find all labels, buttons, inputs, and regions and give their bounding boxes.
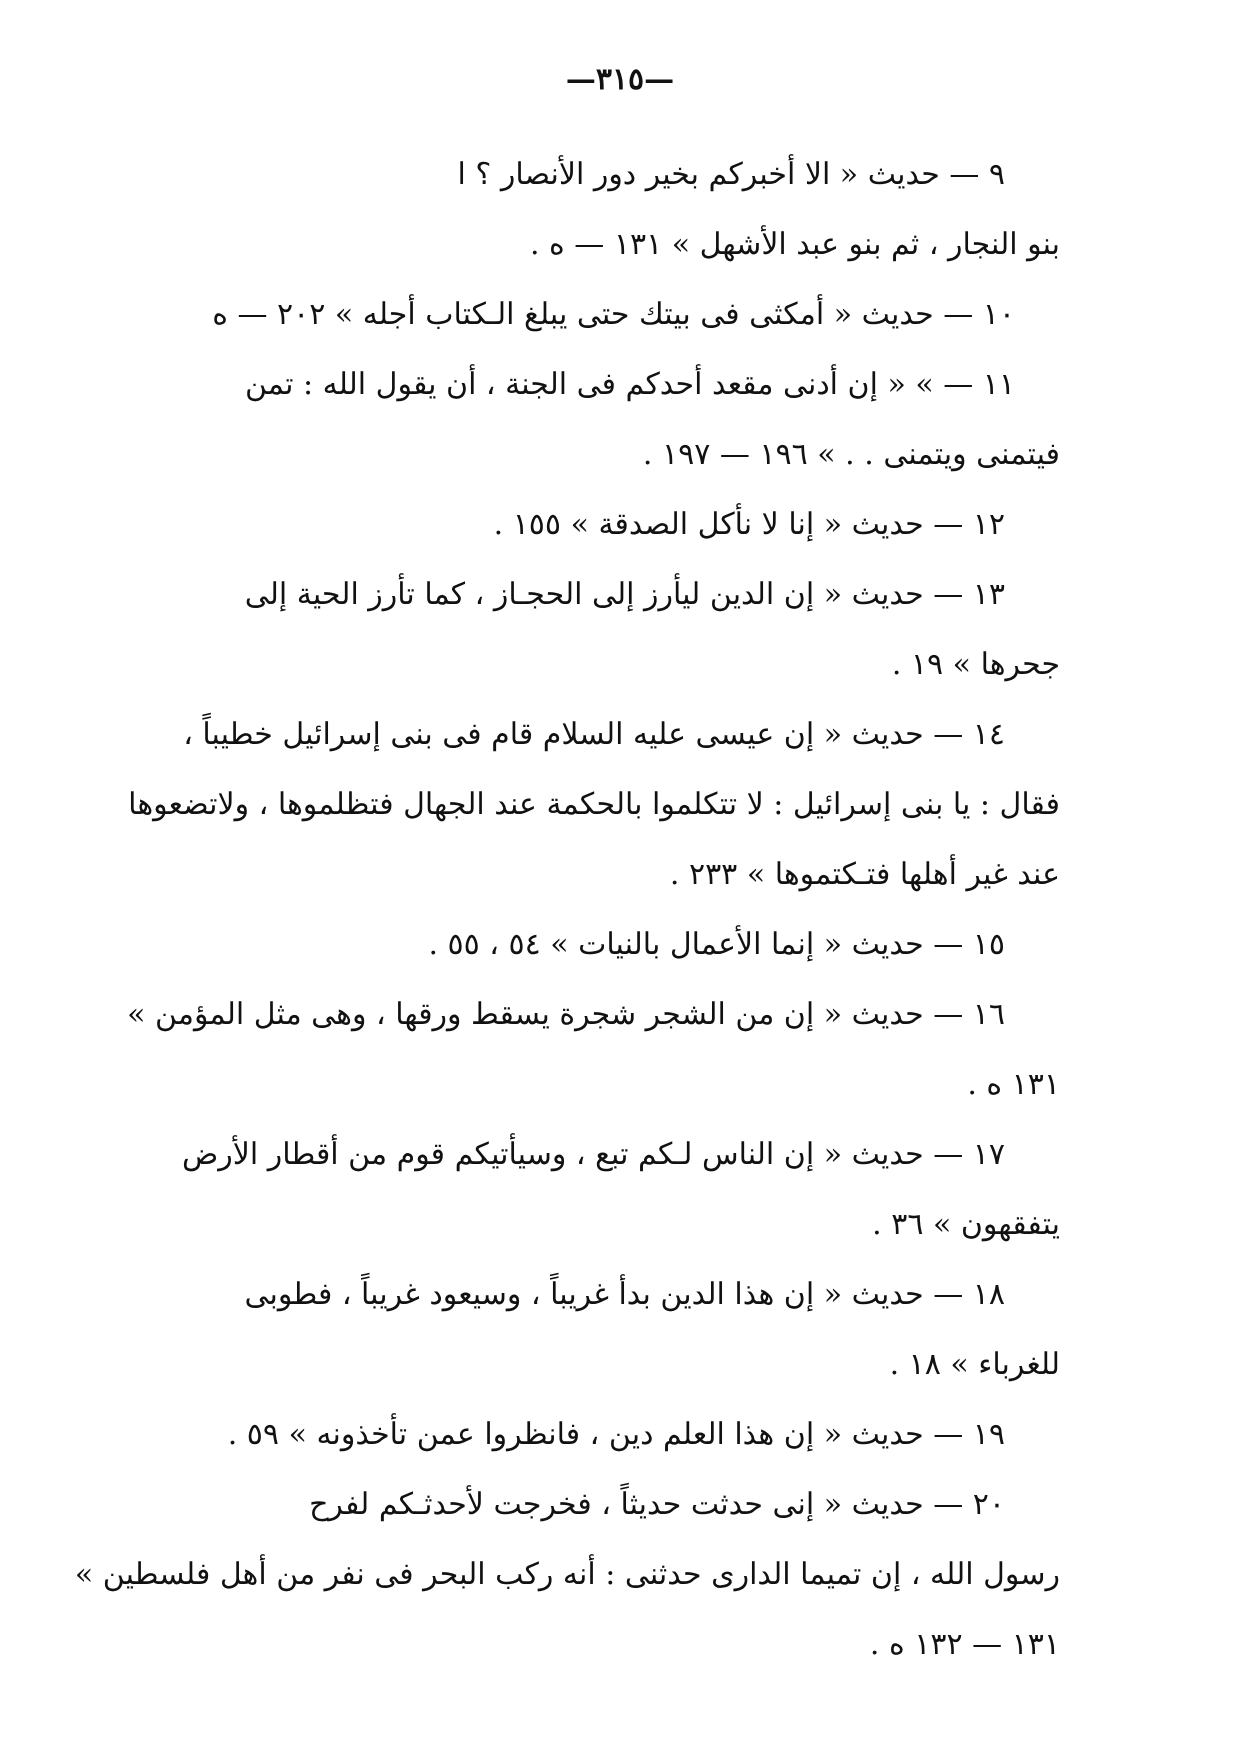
text-line: ١٤ — حديث « إن عيسى عليه السلام قام فى بنى إسرائيل خطيباً ، [183, 717, 1005, 752]
text-line: ١٣١ — ١٣٢ ه . [869, 1627, 1060, 1662]
text-line: عند غير أهلها فتـكتموها » ٢٣٣ . [669, 857, 1060, 892]
text-line: ١٢ — حديث « إنا لا نأكل الصدقة » ١٥٥ . [493, 507, 1005, 542]
text-line: ١٦ — حديث « إن من الشجر شجرة يسقط ورقها ، وهى مثل المؤمن » [127, 997, 1005, 1032]
hadith-index-list [74, 140, 1060, 1680]
text-line: بنو النجار ، ثم بنو عبد الأشهل » ١٣١ — ه . [529, 227, 1060, 262]
text-line: ١٣١ ه . [967, 1067, 1060, 1102]
text-line: فيتمنى ويتمنى . . » ١٩٦ — ١٩٧ . [642, 437, 1060, 472]
page-number: —٣١٥— [565, 62, 675, 97]
text-line: للغرباء » ١٨ . [889, 1347, 1060, 1382]
text-line: ١٨ — حديث « إن هذا الدين بدأ غريباً ، وسيعود غريباً ، فطوبى [244, 1277, 1005, 1312]
text-line: جحرها » ١٩ . [891, 647, 1060, 682]
text-line: ١٣ — حديث « إن الدين ليأرز إلى الحجـاز ، كما تأرز الحية إلى [244, 577, 1005, 612]
text-line: ١٧ — حديث « إن الناس لـكم تبع ، وسيأتيكم قوم من أقطار الأرض [181, 1137, 1005, 1172]
text-line: ١٠ — حديث « أمكثى فى بيتك حتى يبلغ الـكتاب أجله » ٢٠٢ — ه [212, 297, 1015, 332]
text-line: يتفقهون » ٣٦ . [872, 1207, 1060, 1242]
text-line: ١٥ — حديث « إنما الأعمال بالنيات » ٥٤ ، ٥٥ . [428, 927, 1005, 962]
text-line: فقال : يا بنى إسرائيل : لا تتكلموا بالحكمة عند الجهال فتظلموها ، ولاتضعوها [128, 787, 1060, 822]
text-line: رسول الله ، إن تميما الدارى حدثنى : أنه ركب البحر فى نفر من أهل فلسطين » [74, 1557, 1060, 1592]
text-line: ٩ — حديث « الا أخبركم بخير دور الأنصار ؟ ا [457, 157, 1005, 192]
text-line: ١٩ — حديث « إن هذا العلم دين ، فانظروا عمن تأخذونه » ٥٩ . [227, 1417, 1005, 1452]
text-line: ١١ — » « إن أدنى مقعد أحدكم فى الجنة ، أن يقول الله : تمن [244, 367, 1015, 402]
text-line: ٢٠ — حديث « إنى حدثت حديثاً ، فخرجت لأحدثـكم لفرح [309, 1487, 1005, 1522]
